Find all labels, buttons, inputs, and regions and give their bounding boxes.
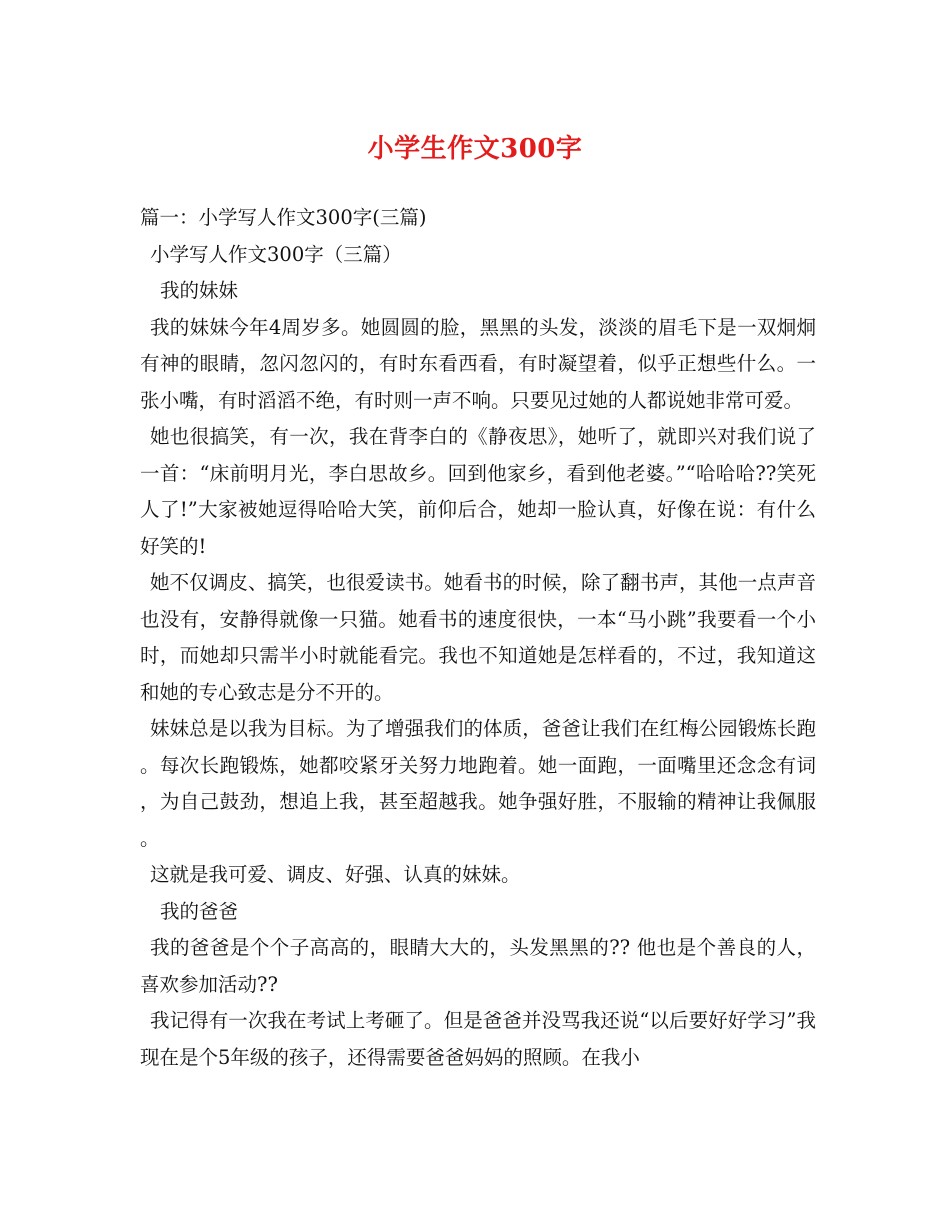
essay-heading-sister: 我的妹妹 bbox=[160, 279, 239, 302]
section-heading: 篇一：小学写人作文300字(三篇) bbox=[140, 206, 427, 229]
paragraph: 我记得有一次我在考试上考砸了。但是爸爸并没骂我还说“以后要好好学习”我现在是个5年级的孩子，还得需要爸爸妈妈的照顾。在我小 bbox=[140, 1009, 816, 1069]
essay-heading-father: 我的爸爸 bbox=[160, 899, 239, 923]
document-title: 小学生作文300字 bbox=[367, 134, 583, 164]
article-subtitle: 小学写人作文300字（三篇） bbox=[150, 242, 402, 266]
paragraph: 这就是我可爱、调皮、好强、认真的妹妹。 bbox=[150, 863, 521, 886]
paragraph: 我的爸爸是个个子高高的，眼睛大大的，头发黑黑的?? 他也是个善良的人，喜欢参加活动?? bbox=[140, 936, 816, 996]
paragraph: 她也很搞笑，有一次，我在背李白的《静夜思》，她听了，就即兴对我们说了一首：“床前明月光，李白思故乡。回到他家乡，看到他老婆。”“哈哈哈??笑死人了!”大家被她逗得哈哈大笑，前仰后合，她却一脸认真，好像在说：有什么好笑的! bbox=[140, 425, 816, 558]
paragraph: 妹妹总是以我为目标。为了增强我们的体质，爸爸让我们在红梅公园锻炼长跑。每次长跑锻炼，她都咬紧牙关努力地跑着。她一面跑，一面嘴里还念念有词，为自己鼓劲，想追上我，甚至超越我。她争强好胜，不服输的精神让我佩服。 bbox=[140, 717, 816, 850]
document-body bbox=[140, 200, 816, 1076]
paragraph: 她不仅调皮、搞笑，也很爱读书。她看书的时候，除了翻书声，其他一点声音也没有，安静得就像一只猫。她看书的速度很快，一本“马小跳”我要看一个小时，而她却只需半小时就能看完。我也不知道她是怎样看的，不过，我知道这和她的专心致志是分不开的。 bbox=[140, 571, 816, 704]
paragraph: 我的妹妹今年4周岁多。她圆圆的脸，黑黑的头发，淡淡的眉毛下是一双炯炯有神的眼睛，忽闪忽闪的，有时东看西看，有时凝望着，似乎正想些什么。一张小嘴，有时滔滔不绝，有时则一声不响。只要见过她的人都说她非常可爱。 bbox=[140, 315, 816, 412]
